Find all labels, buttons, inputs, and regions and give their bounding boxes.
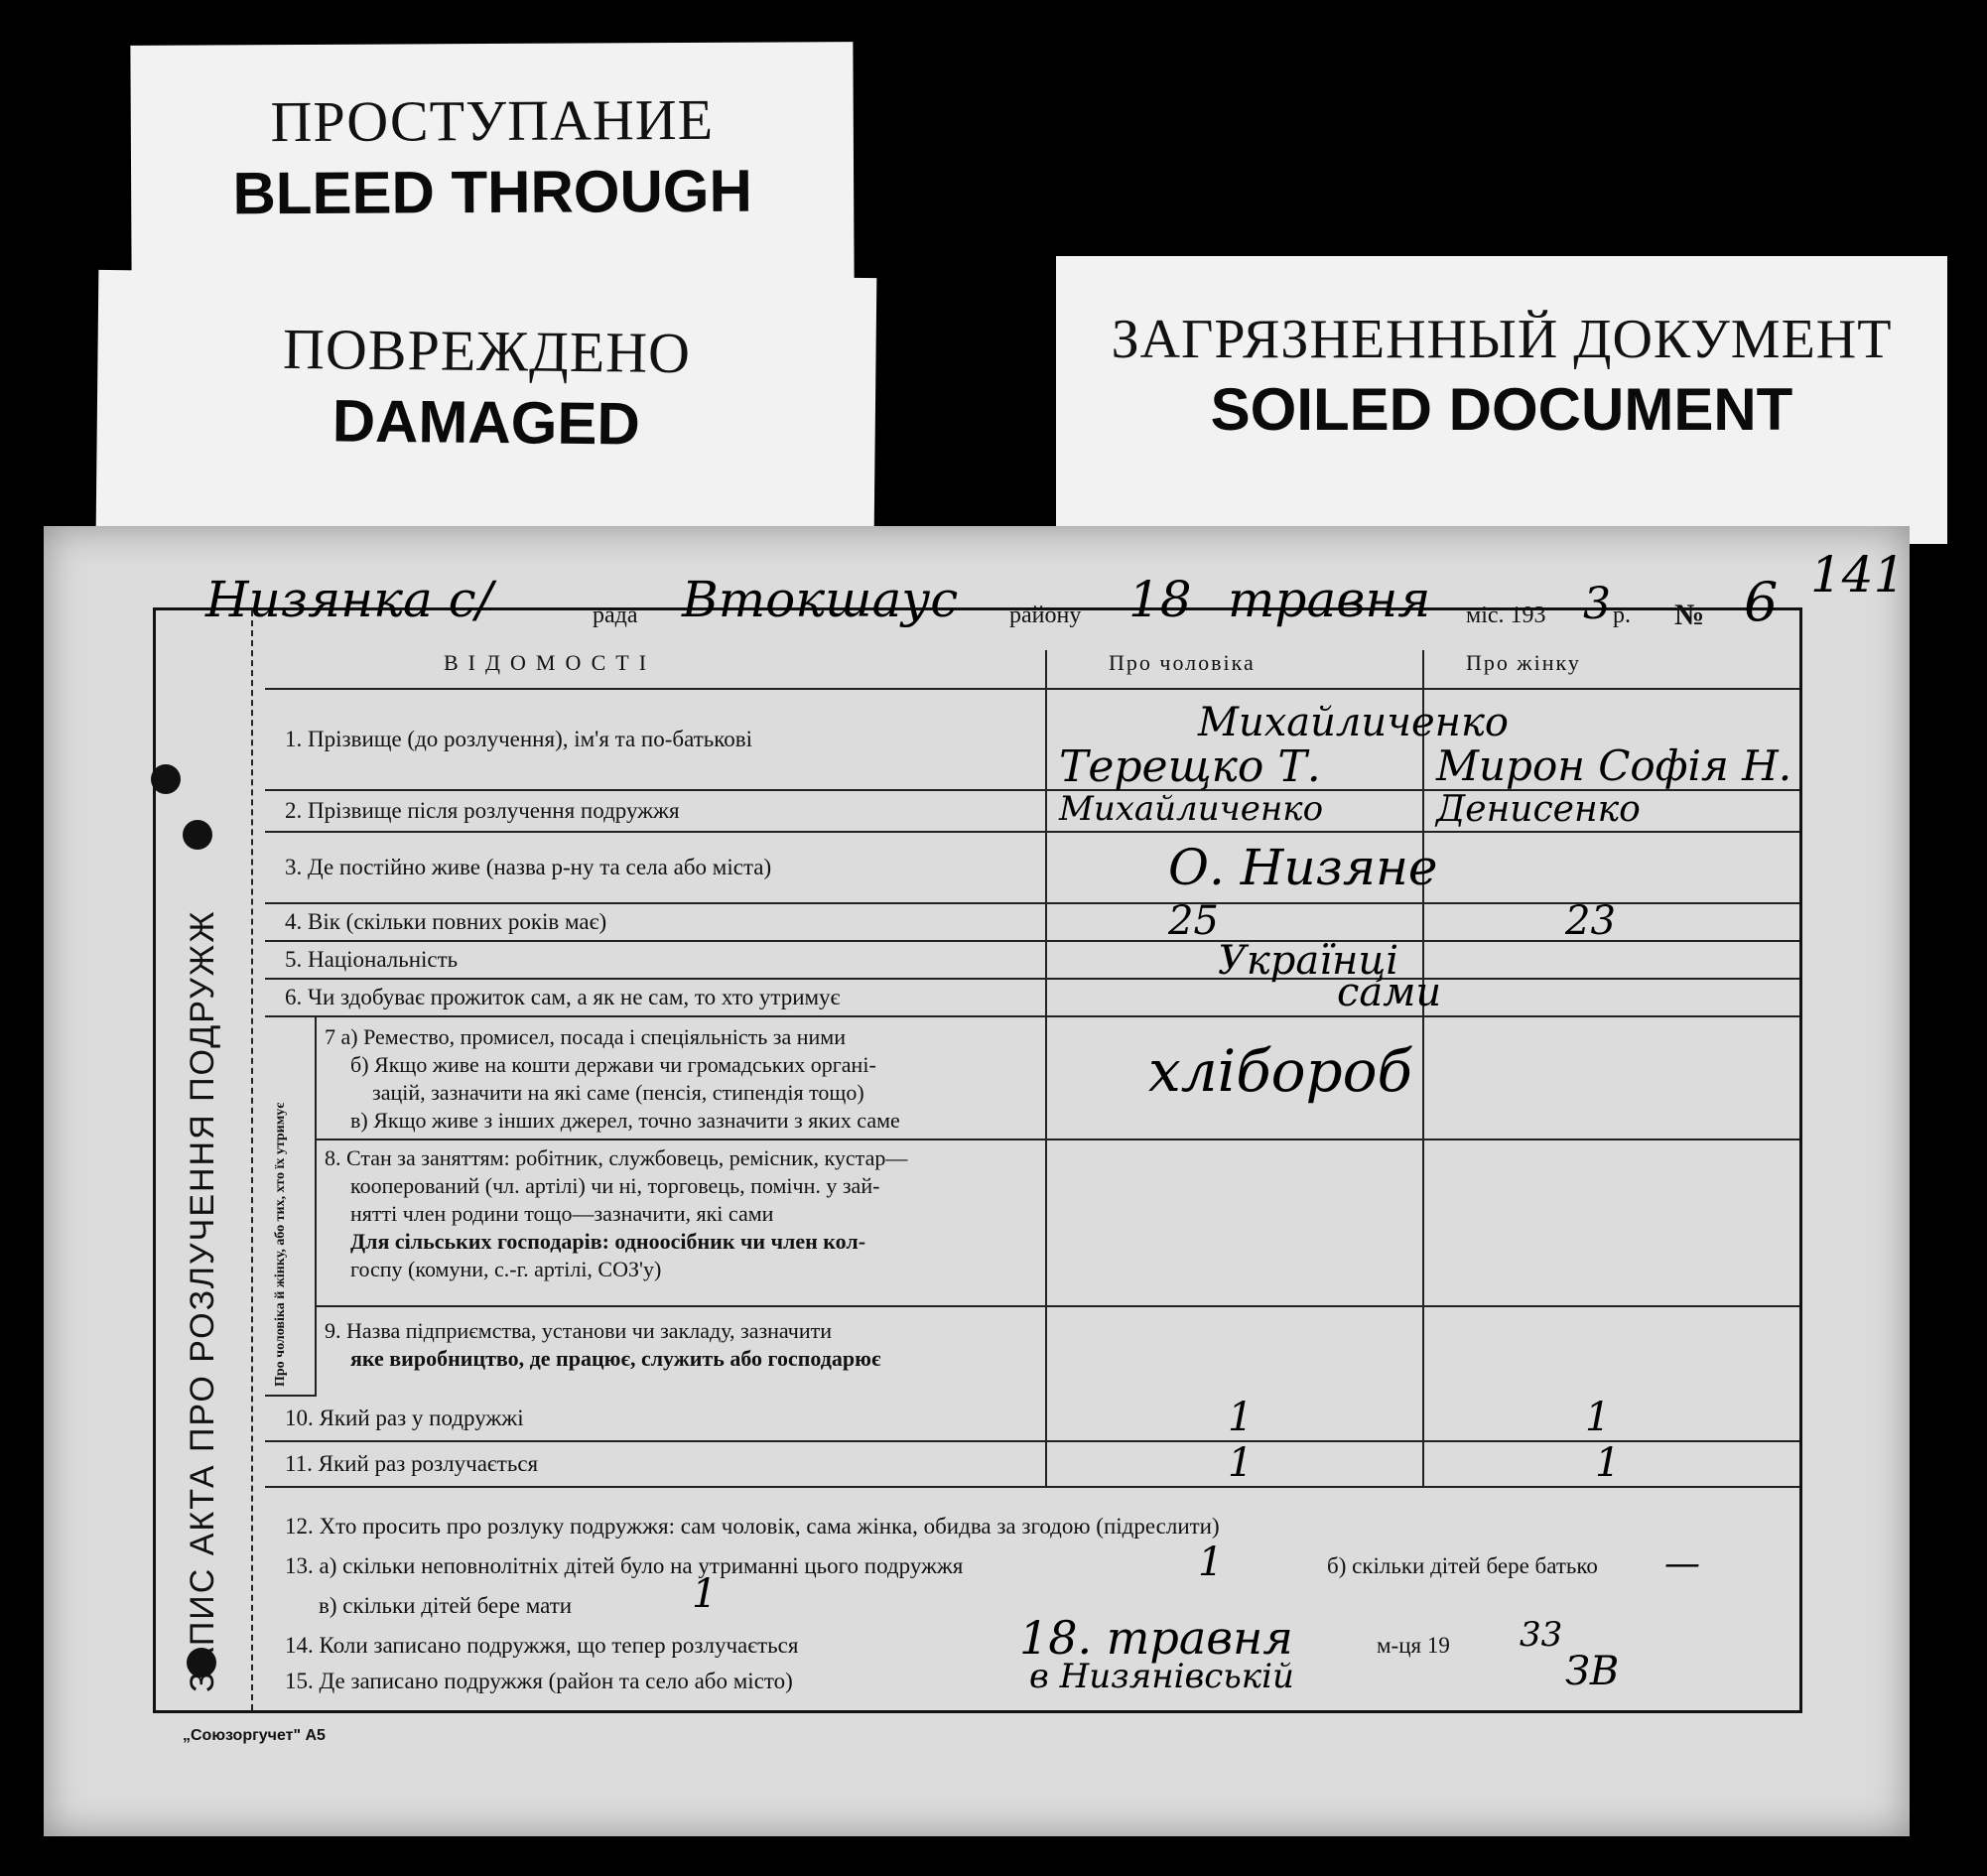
day-handwriting: 18 (1128, 571, 1192, 628)
form-footer: „Союзоргучет" А5 (183, 1727, 326, 1744)
damaged-ru: ПОВРЕЖДЕНО (282, 316, 692, 386)
hw-children-total: 1 (1198, 1540, 1224, 1585)
hw-residence: О. Низяне (1168, 839, 1438, 896)
hw-times-divorced-husband: 1 (1228, 1440, 1254, 1486)
number-label: № (1674, 599, 1705, 631)
question-10: 10. Який раз у подружжі (285, 1406, 524, 1430)
question-8-cont: кооперований (чл. артілі) чи ні, торговець, помічн. у зай- (350, 1173, 880, 1198)
damaged-label (96, 270, 877, 536)
question-1: 1. Прізвище (до розлучення), ім'я та по-батькові (285, 727, 753, 751)
rada-handwriting: Низянка с/ (205, 571, 493, 628)
row-11 (265, 1442, 1799, 1488)
hw-times-married-husband: 1 (1228, 1395, 1254, 1440)
row-5 (265, 942, 1799, 980)
hw-wife-name: Мирон Софія Н. (1436, 741, 1792, 790)
question-6: 6. Чи здобуває прожиток сам, а як не сам, то хто утримує (285, 985, 841, 1009)
hw-age-husband: 25 (1168, 898, 1219, 944)
hw-married-place: в Низянівській (1029, 1657, 1294, 1696)
hw-children-father: — (1664, 1543, 1700, 1584)
question-12: 12. Хто просить про розлуку подружжя: сам чоловік, сама жінка, обидва за згодою (підреслити) (285, 1514, 1220, 1539)
column-wife-header: Про жінку (1466, 650, 1581, 675)
row-3 (265, 833, 1799, 904)
number-handwriting: 6 (1744, 571, 1779, 633)
hw-wife-surname: Михайличенко (1198, 700, 1509, 745)
question-11: 11. Який раз розлучається (285, 1451, 539, 1476)
hw-support: сами (1337, 970, 1442, 1015)
year-handwriting: 3 (1583, 579, 1611, 629)
group-7-9-strip (265, 1017, 317, 1397)
divorce-record-form (44, 526, 1910, 1836)
question-8-agri-cont: госпу (комуни, с.-г. артілі, СОЗ'у) (350, 1257, 662, 1281)
question-8-cont: нятті член родини тощо—зазначити, які сами (350, 1201, 774, 1226)
question-13v: в) скільки дітей бере мати (319, 1593, 573, 1618)
rayon-handwriting: Втокшаус (682, 571, 959, 628)
column-divider (1422, 1397, 1424, 1486)
rada-label: рада (593, 603, 638, 628)
hw-married-year: 33 (1520, 1615, 1563, 1655)
question-5: 5. Національність (285, 947, 459, 972)
month-label: міс. 193 (1466, 603, 1546, 628)
hw-wife-after: Денисенко (1436, 789, 1641, 830)
row-7 (325, 1023, 1039, 1135)
hw-children-mother: 1 (692, 1571, 718, 1617)
column-divider (1045, 1397, 1047, 1486)
question-15: 15. Де записано подружжя (район та село або місто) (285, 1669, 793, 1693)
question-7b: б) Якщо живе на кошти держави чи громадських органі- (350, 1052, 876, 1077)
question-3: 3. Де постійно живе (назва р-ну та села або міста) (285, 855, 772, 879)
bleed-through-ru: ПРОСТУПАНИЕ (270, 86, 715, 155)
group-7-9-label: Про чоловіка й жінку, або тих, хто їх утримує (273, 1102, 288, 1387)
soiled-en: SOILED DOCUMENT (1210, 376, 1793, 443)
rayon-label: району (1009, 603, 1082, 628)
hw-married-place-end: ЗВ (1565, 1649, 1620, 1694)
damaged-en: DAMAGED (331, 387, 641, 458)
row-6 (265, 980, 1799, 1017)
question-13a: 13. а) скільки неповнолітніх дітей було на утриманні цього подружжя (285, 1553, 964, 1578)
side-title: ЗАПИС АКТА ПРО РОЗЛУЧЕННЯ ПОДРУЖЖ (184, 909, 221, 1692)
question-14: 14. Коли записано подружжя, що тепер розлучається (285, 1633, 799, 1658)
row-9 (325, 1317, 1039, 1373)
column-info-header: ВІДОМОСТІ (444, 650, 657, 675)
question-8-agri: Для сільських господарів: одноосібник чи член кол- (350, 1229, 866, 1254)
hw-times-married-wife: 1 (1585, 1395, 1611, 1440)
corner-number-handwriting: 141 (1810, 546, 1906, 603)
bleed-through-en: BLEED THROUGH (232, 157, 753, 227)
row-7-divider (315, 1139, 1799, 1140)
bleed-through-label (130, 42, 854, 282)
month-handwriting: травня (1228, 571, 1431, 628)
question-9-cont: яке виробництво, де працює, служить або господарює (350, 1346, 881, 1371)
header-line (176, 571, 1784, 640)
hw-husband-after: Михайличенко (1059, 789, 1324, 829)
year-suffix: р. (1613, 603, 1631, 628)
hw-nationality: Українці (1218, 938, 1399, 984)
row-8 (325, 1144, 1039, 1283)
question-9: 9. Назва підприємства, установи чи закладу, зазначити (325, 1318, 833, 1343)
row-8-divider (315, 1305, 1799, 1307)
question-7b-cont: зацій, зазначити на які саме (пенсія, стипендія тощо) (372, 1080, 864, 1105)
question-7v: в) Якщо живе з інших джерел, точно зазначити з яких саме (350, 1108, 900, 1133)
question-7a: 7 а) Ремество, промисел, посада і спеціяльність за ними (325, 1024, 846, 1049)
soiled-ru: ЗАГРЯЗНЕННЫЙ ДОКУМЕНТ (1111, 309, 1893, 370)
question-14-year-label: м-ця 19 (1377, 1633, 1450, 1658)
hw-husband-name: Терещко Т. (1059, 741, 1321, 792)
question-4: 4. Вік (скільки повних років має) (285, 909, 607, 934)
hw-times-divorced-wife: 1 (1595, 1440, 1621, 1486)
soiled-document-label (1056, 256, 1947, 544)
hw-age-wife: 23 (1565, 898, 1616, 944)
hw-married-date: 18. травня (1019, 1611, 1293, 1665)
question-8: 8. Стан за заняттям: робітник, службовець, ремісник, кустар— (325, 1145, 908, 1170)
hw-occupation: хлібороб (1148, 1037, 1412, 1105)
column-husband-header: Про чоловіка (1109, 650, 1256, 675)
question-13b: б) скільки дітей бере батько (1327, 1553, 1598, 1578)
side-title-strip (156, 610, 253, 1710)
question-2: 2. Прізвище після розлучення подружжя (285, 798, 680, 823)
row-10 (265, 1397, 1799, 1442)
form-grid (153, 571, 1802, 1713)
